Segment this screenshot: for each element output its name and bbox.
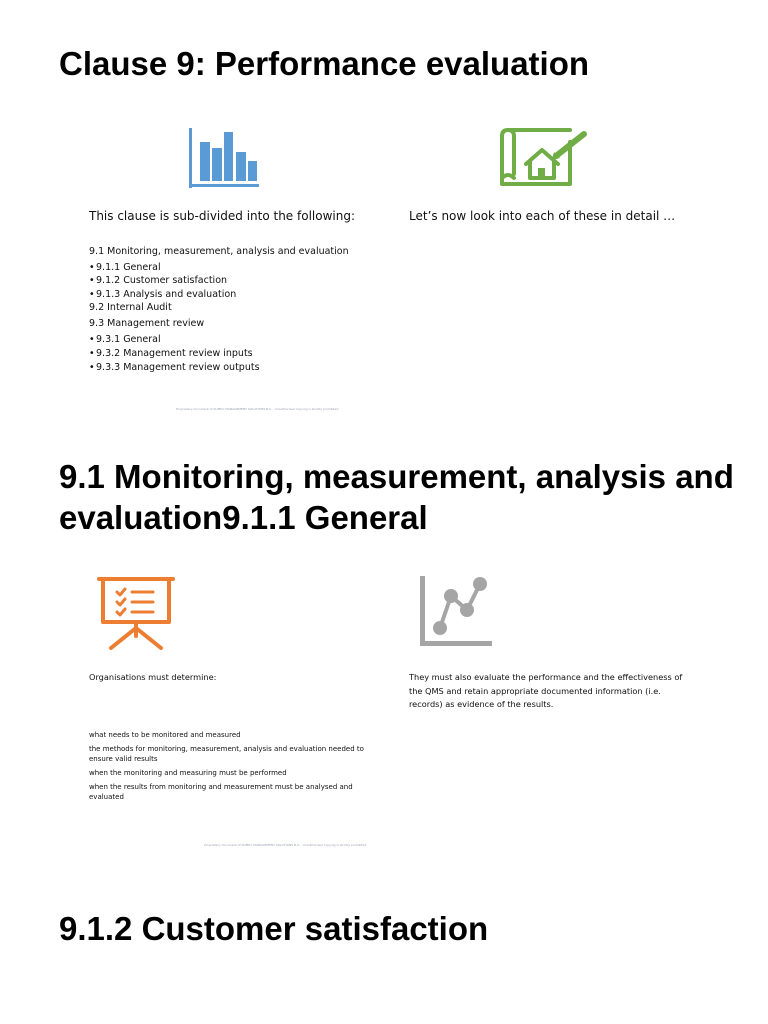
clause-outline-list [89, 246, 389, 376]
determine-item: when the monitoring and measuring must be performed [89, 769, 287, 777]
determine-item: when the results from monitoring and measurement must be analysed and evaluated [89, 783, 353, 801]
section2-footer: Proprietary document of SUPPLY MANAGEMENT SOLUTIONS B.V. - Unauthorised copying is strictly prohibited [204, 843, 367, 847]
determine-item: the methods for monitoring, measurement, analysis and evaluation needed to ensure valid results [89, 745, 364, 763]
line-chart-icon [420, 576, 492, 648]
section-heading-9-1: 9.1 Monitoring, measurement, analysis and evaluation9.1.1 General [59, 458, 734, 536]
list-item: • 9.1.2 Customer satisfaction [89, 275, 228, 286]
list-item: • 9.3.3 Management review outputs [89, 362, 260, 373]
determine-item: what needs to be monitored and measured [89, 731, 241, 739]
list-item: • 9.3.2 Management review inputs [89, 348, 253, 359]
bullet-icon: • [89, 275, 95, 286]
list-item: • 9.1.3 Analysis and evaluation [89, 289, 237, 300]
list-item: 9.1 Monitoring, measurement, analysis and evaluation [89, 246, 349, 257]
presentation-checklist-icon [97, 576, 175, 650]
section1-footer: Proprietary document of SUPPLY MANAGEMENT SOLUTIONS B.V. - Unauthorised copying is strictly prohibited [176, 407, 339, 411]
section2-right-caption: They must also evaluate the performance and the effectiveness of the QMS and retain appropriate documented information (i.e. records) as evidence of the results. [409, 672, 683, 709]
bullet-icon: • [89, 362, 95, 373]
section-heading-9-1-2: 9.1.2 Customer satisfaction [59, 910, 489, 947]
list-item: 9.3 Management review [89, 318, 205, 329]
list-item: • 9.3.1 General [89, 334, 161, 345]
list-item: 9.2 Internal Audit [89, 302, 172, 313]
bar-chart-icon [189, 128, 259, 188]
section1-right-caption: Let’s now look into each of these in detail … [409, 209, 676, 223]
bullet-icon: • [89, 289, 95, 300]
section2-left-caption: Organisations must determine: [89, 672, 217, 682]
section1-left-caption: This clause is sub-divided into the following: [89, 209, 355, 223]
bullet-icon: • [89, 334, 95, 345]
bullet-icon: • [89, 262, 95, 273]
bullet-icon: • [89, 348, 95, 359]
list-item: • 9.1.1 General [89, 262, 161, 273]
page-title: Clause 9: Performance evaluation [59, 45, 590, 82]
blueprint-house-icon [498, 128, 592, 188]
